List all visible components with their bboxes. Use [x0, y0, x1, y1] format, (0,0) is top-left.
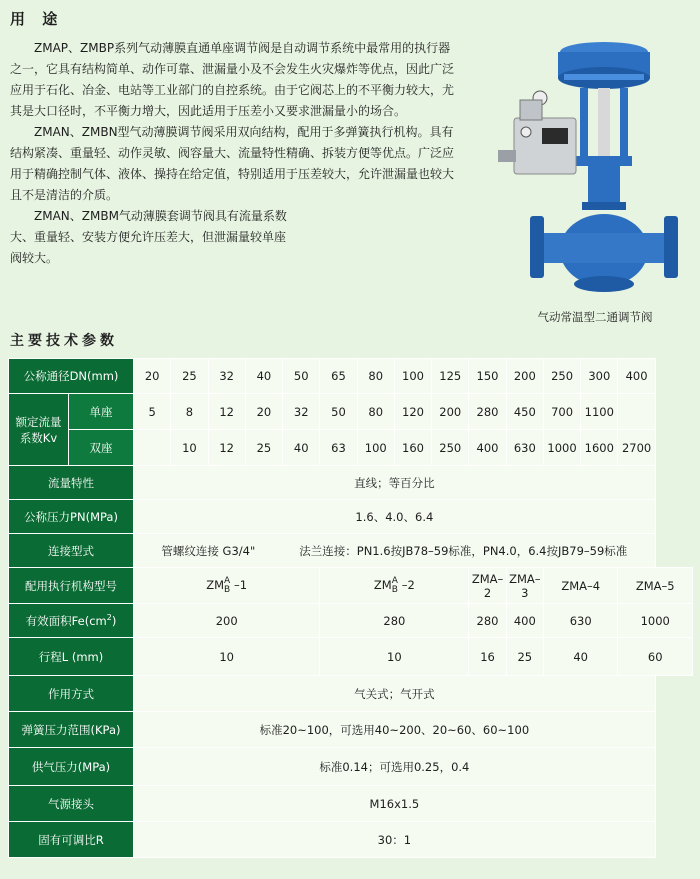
- single-cell: 280: [469, 394, 506, 430]
- actuator-suffix: –1: [234, 578, 248, 593]
- intro-text: [10, 38, 458, 269]
- flange-connection: 法兰连接：PN1.6按JB78–59标准，PN4.0，6.4按JB79–59标准: [299, 543, 628, 558]
- actuator-cell: ZMA–2: [469, 568, 506, 604]
- intro-paragraph-3: ZMAN、ZMBM气动薄膜套调节阀具有流量系数大、重量轻、安装方便允许压差大，但泄漏量较单座阀较大。: [10, 209, 287, 265]
- actuator-row: [9, 568, 693, 604]
- double-seat-row: [9, 430, 693, 466]
- dn-cell: 100: [394, 359, 431, 394]
- pn-row: [9, 500, 693, 534]
- stroke-cell: 10: [320, 638, 469, 676]
- area-cell: 280: [469, 604, 506, 638]
- valve-photo: [492, 38, 692, 298]
- single-seat-label: 单座: [69, 394, 134, 430]
- double-seat-label: 双座: [69, 430, 134, 466]
- double-cell: 1000: [543, 430, 580, 466]
- double-cell: [134, 430, 171, 466]
- double-cell: 63: [320, 430, 357, 466]
- stroke-cell: 60: [618, 638, 693, 676]
- usage-heading: 用 途: [10, 10, 64, 28]
- actuator-ab-stack: [391, 575, 402, 595]
- dn-cell: 20: [134, 359, 171, 394]
- pn-value: 1.6、4.0、6.4: [134, 500, 656, 534]
- dn-cell: 300: [581, 359, 618, 394]
- actuator-cell: ZMA–4: [543, 568, 618, 604]
- connection-row: [9, 534, 693, 568]
- stroke-cell: 40: [543, 638, 618, 676]
- connection-label: 连接型式: [9, 534, 134, 568]
- double-cell: 160: [394, 430, 431, 466]
- double-cell: 25: [245, 430, 282, 466]
- actuator-a: A: [391, 575, 398, 586]
- thread-connection: 管螺纹连接 G3/4": [161, 543, 256, 558]
- dn-cell: 400: [618, 359, 655, 394]
- single-seat-row: [9, 394, 693, 430]
- dn-cell: 25: [171, 359, 208, 394]
- actuator-b: B: [391, 584, 398, 595]
- supply-row: [9, 748, 693, 786]
- double-cell: 630: [506, 430, 543, 466]
- dn-cell: 125: [432, 359, 469, 394]
- stroke-label: 行程L (mm): [9, 638, 134, 676]
- pn-label: 公称压力PN(MPa): [9, 500, 134, 534]
- stroke-cell: 10: [134, 638, 320, 676]
- connection-value: [134, 534, 656, 568]
- flow-row: [9, 466, 693, 500]
- stroke-cell: 25: [506, 638, 543, 676]
- single-cell: 450: [506, 394, 543, 430]
- photo-caption: 气动常温型二通调节阀: [537, 310, 653, 324]
- actuator-cell: [320, 568, 469, 604]
- double-cell: 2700: [618, 430, 655, 466]
- double-cell: 12: [208, 430, 245, 466]
- single-cell: 200: [432, 394, 469, 430]
- dn-cell: 200: [506, 359, 543, 394]
- actuator-cell: ZMA–5: [618, 568, 693, 604]
- actuator-suffix: –2: [401, 578, 415, 593]
- dn-cell: 32: [208, 359, 245, 394]
- double-cell: 400: [469, 430, 506, 466]
- kv-label-line1: 额定流量: [15, 414, 62, 429]
- actuator-b: B: [224, 584, 231, 595]
- port-row: [9, 786, 693, 822]
- double-cell: 250: [432, 430, 469, 466]
- area-cell: 280: [320, 604, 469, 638]
- dn-cell: 250: [543, 359, 580, 394]
- actuator-label: 配用执行机构型号: [9, 568, 134, 604]
- dn-cell: 150: [469, 359, 506, 394]
- params-heading: 主要技术参数: [10, 333, 118, 349]
- port-value: M16x1.5: [134, 786, 656, 822]
- single-cell: 120: [394, 394, 431, 430]
- single-cell: 5: [134, 394, 171, 430]
- spring-label: 弹簧压力范围(KPa): [9, 712, 134, 748]
- double-cell: 100: [357, 430, 394, 466]
- dn-row: [9, 359, 693, 394]
- dn-cell: 65: [320, 359, 357, 394]
- area-row: [9, 604, 693, 638]
- single-cell: 80: [357, 394, 394, 430]
- kv-label: [9, 394, 69, 466]
- kv-label-line2: 系数Kv: [19, 430, 58, 445]
- single-cell: 50: [320, 394, 357, 430]
- spec-table: [8, 358, 693, 858]
- area-label-text: 有效面积Fe(cm: [25, 613, 107, 628]
- single-cell: 12: [208, 394, 245, 430]
- port-label: 气源接头: [9, 786, 134, 822]
- single-cell: 8: [171, 394, 208, 430]
- spring-value: 标准20~100，可选用40~200、20~60、60~100: [134, 712, 656, 748]
- ratio-row: [9, 822, 693, 858]
- area-cell: 1000: [618, 604, 693, 638]
- actuator-prefix: ZM: [206, 578, 225, 593]
- actuator-cell: [134, 568, 320, 604]
- double-cell: 10: [171, 430, 208, 466]
- intro-paragraph-1: ZMAP、ZMBP系列气动薄膜直通单座调节阀是自动调节系统中最常用的执行器之一，它具有结构简单、动作可靠、泄漏量小及不会发生火灾爆炸等优点，因此广泛应用于石化、冶金、电站等工业部门的自控系统。由于它阀芯上的不平衡力较大，尤其是大口径时，不平衡力增大，因此适用于压差小又要求泄漏量小的场合。: [10, 41, 455, 118]
- double-cell: 40: [283, 430, 320, 466]
- flow-label: 流量特性: [9, 466, 134, 500]
- area-label: [9, 604, 134, 638]
- single-cell: 700: [543, 394, 580, 430]
- dn-label: 公称通径DN(mm): [9, 359, 134, 394]
- stroke-row: [9, 638, 693, 676]
- dn-cell: 50: [283, 359, 320, 394]
- action-label: 作用方式: [9, 676, 134, 712]
- supply-value: 标准0.14；可选用0.25，0.4: [134, 748, 656, 786]
- area-cell: 630: [543, 604, 618, 638]
- area-label-sup: 2: [106, 612, 112, 622]
- stroke-cell: 16: [469, 638, 506, 676]
- intro-paragraph-2: ZMAN、ZMBN型气动薄膜调节阀采用双向结构，配用于多弹簧执行机构。具有结构紧凑、重量轻、动作灵敏、阀容量大、流量特性精确、拆装方便等优点。广泛应用于精确控制气体、液体、操持在给定值，特别适用于压差较大，允许泄漏量也较大且不是清洁的介质。: [10, 125, 455, 202]
- single-cell: 32: [283, 394, 320, 430]
- action-value: 气关式；气开式: [134, 676, 656, 712]
- single-cell: 20: [245, 394, 282, 430]
- area-cell: 200: [134, 604, 320, 638]
- action-row: [9, 676, 693, 712]
- actuator-cell: ZMA–3: [506, 568, 543, 604]
- ratio-label: 固有可调比R: [9, 822, 134, 858]
- actuator-prefix: ZM: [373, 578, 392, 593]
- area-label-close: ): [111, 613, 117, 628]
- area-cell: 400: [506, 604, 543, 638]
- actuator-ab-stack: [224, 575, 234, 595]
- single-cell: [618, 394, 655, 430]
- spring-row: [9, 712, 693, 748]
- supply-label: 供气压力(MPa): [9, 748, 134, 786]
- single-cell: 1100: [581, 394, 618, 430]
- dn-cell: 80: [357, 359, 394, 394]
- actuator-a: A: [224, 575, 231, 586]
- double-cell: 1600: [581, 430, 618, 466]
- dn-cell: 40: [245, 359, 282, 394]
- flow-value: 直线；等百分比: [134, 466, 656, 500]
- ratio-value: 30：1: [134, 822, 656, 858]
